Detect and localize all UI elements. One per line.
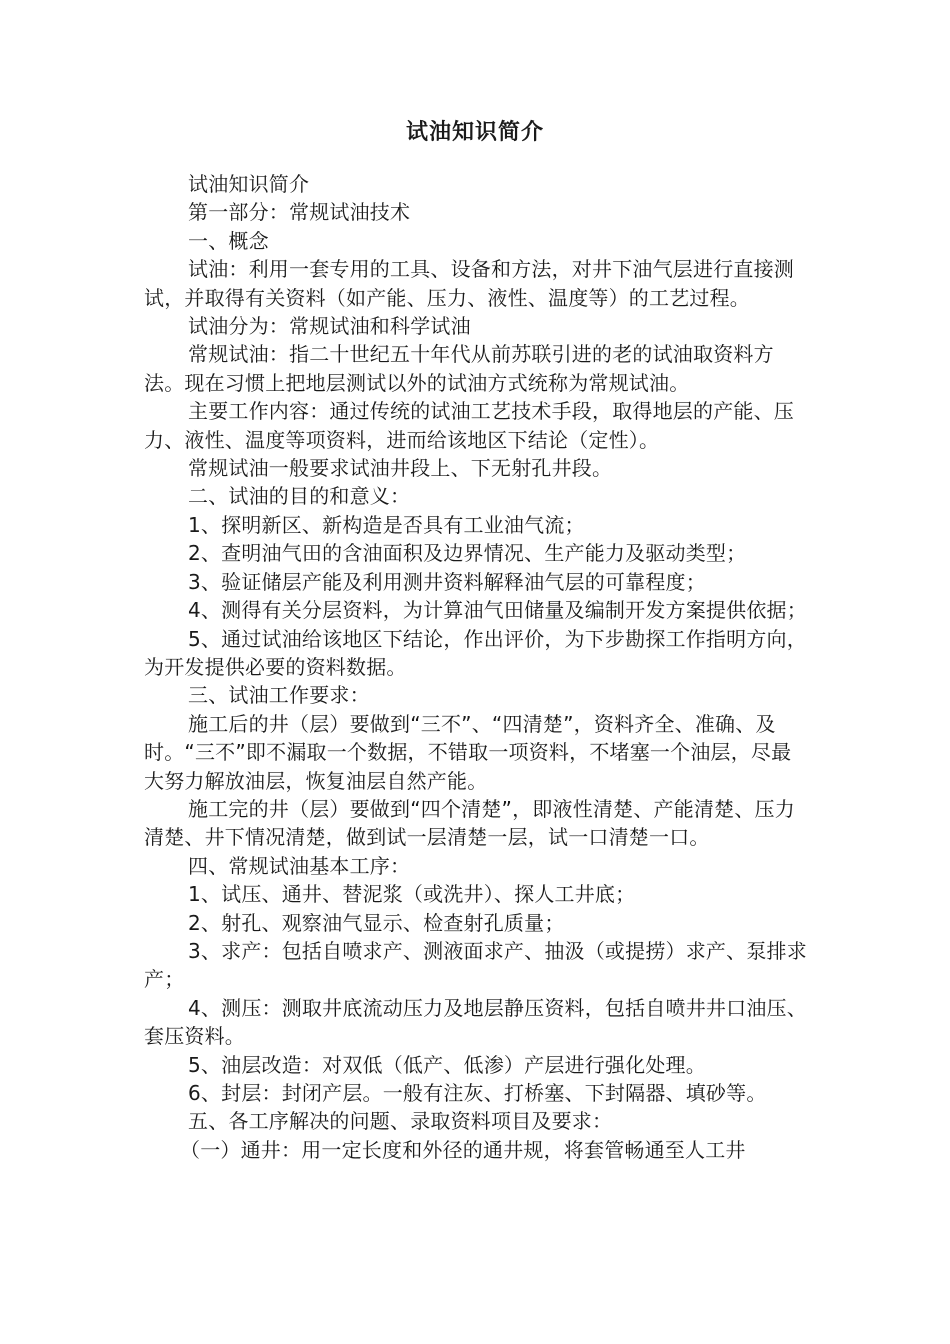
paragraph: 施工后的井（层）要做到“三不”、“四清楚”，资料齐全、准确、及时。“三不”即不漏取一个数据，不错取一项资料，不堵塞一个油层，尽最大努力解放油层，恢复油层自然产能。 [144, 711, 792, 793]
paragraph: （一）通井：用一定长度和外径的通井规，将套管畅通至人工井 [180, 1137, 746, 1162]
paragraph: 施工完的井（层）要做到“四个清楚”，即液性清楚、产能清楚、压力清楚、井下情况清楚，做到试一层清楚一层，试一口清楚一口。 [144, 796, 795, 850]
section-heading: 一、概念 [188, 228, 269, 253]
section-heading: 四、常规试油基本工序： [188, 853, 411, 878]
paragraph: 试油知识简介 [188, 172, 310, 196]
document-body [144, 170, 808, 1164]
section-heading: 二、试油的目的和意义： [188, 484, 411, 509]
list-item: 2、查明油气田的含油面积及边界情况、生产能力及驱动类型； [188, 541, 747, 566]
paragraph: 常规试油一般要求试油井段上、下无射孔井段。 [188, 456, 613, 481]
paragraph: 试油：利用一套专用的工具、设备和方法，对井下油气层进行直接测试，并取得有关资料（如产能、压力、液性、温度等）的工艺过程。 [144, 257, 794, 310]
list-item: 1、试压、通井、替泥浆（或洗井）、探人工井底； [188, 882, 636, 907]
section-heading: 三、试油工作要求： [188, 683, 370, 708]
document-title: 试油知识简介 [405, 120, 544, 145]
list-item: 1、探明新区、新构造是否具有工业油气流； [188, 512, 585, 537]
list-item: 4、测得有关分层资料，为计算油气田储量及编制开发方案提供依据； [188, 598, 807, 623]
paragraph: 第一部分：常规试油技术 [188, 200, 411, 225]
list-item: 5、油层改造：对双低（低产、低渗）产层进行强化处理。 [188, 1052, 706, 1077]
list-item: 4、测压：测取井底流动压力及地层静压资料，包括自喷井井口油压、套压资料。 [144, 995, 807, 1049]
list-item: 3、验证储层产能及利用测井资料解释油气层的可靠程度； [188, 569, 706, 594]
paragraph: 主要工作内容：通过传统的试油工艺技术手段，取得地层的产能、压力、液性、温度等项资料，进而给该地区下结论（定性）。 [144, 399, 794, 452]
list-item: 3、求产：包括自喷求产、测液面求产、抽汲（或提捞）求产、泵排求产； [144, 938, 807, 992]
paragraph: 试油分为：常规试油和科学试油 [188, 314, 471, 339]
list-item: 6、封层：封闭产层。一般有注灰、打桥塞、下封隔器、填砂等。 [188, 1081, 767, 1105]
section-heading: 五、各工序解决的问题、录取资料项目及要求： [188, 1109, 613, 1134]
list-item: 5、通过试油给该地区下结论，作出评价，为下步勘探工作指明方向，为开发提供必要的资料数据。 [144, 626, 807, 679]
list-item: 2、射孔、观察油气显示、检查射孔质量； [188, 910, 565, 935]
paragraph: 常规试油：指二十世纪五十年代从前苏联引进的老的试油取资料方法。现在习惯上把地层测试以外的试油方式统称为常规试油。 [144, 342, 774, 395]
